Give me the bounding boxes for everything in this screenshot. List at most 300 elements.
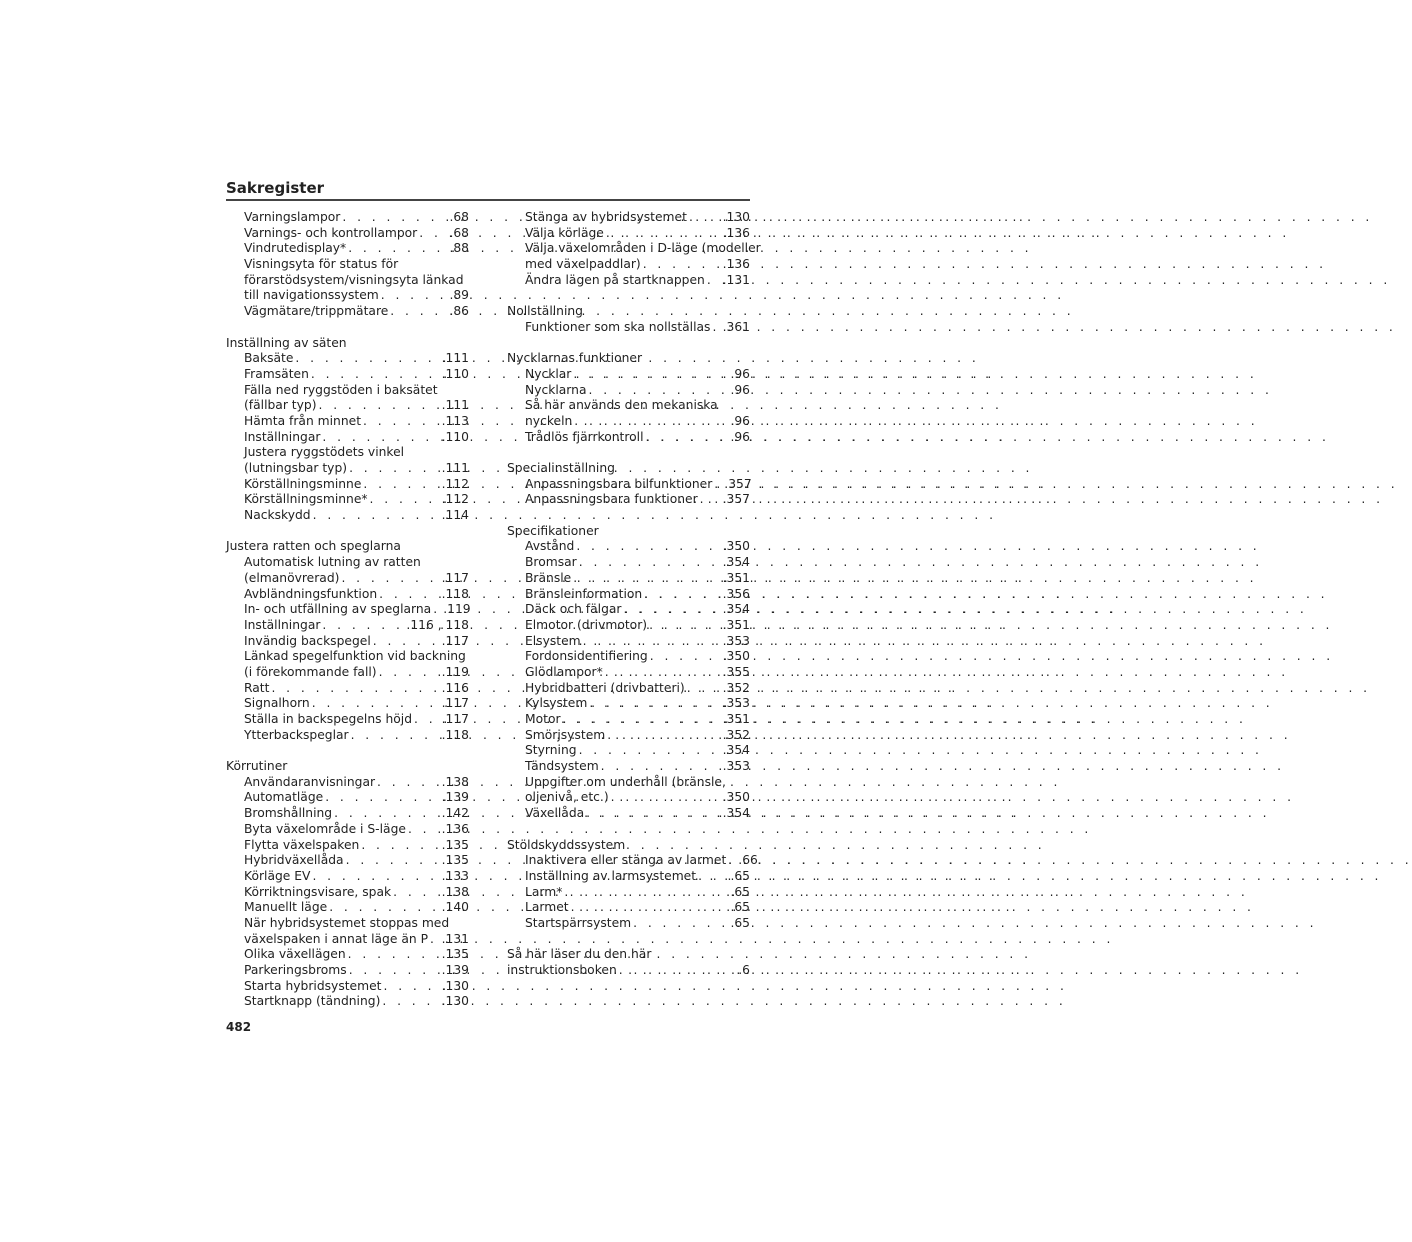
index-entry-label: Glödlampor* <box>525 664 603 679</box>
index-entry-page: .65 <box>730 868 750 883</box>
index-entry-page: .111 <box>441 351 469 366</box>
index-entry <box>226 634 469 650</box>
index-entry-page: .351 <box>722 570 750 585</box>
index-entry-label: (lutningsbar typ) <box>244 461 348 475</box>
index-entry-label: Ytterbackspeglar <box>244 727 349 742</box>
index-entry-label: Körställningsminne <box>244 476 362 491</box>
index-entry <box>507 430 750 446</box>
dot-leader <box>393 885 439 901</box>
index-entry-page: .353 <box>722 696 750 711</box>
index-entry-page: .355 <box>722 664 750 679</box>
index-entry-label: Bränsleinformation <box>525 586 643 601</box>
index-entry <box>507 226 750 242</box>
index-entry-page: .113 <box>441 413 469 428</box>
index-entry <box>507 681 750 697</box>
index-entry-label: Avbländningsfunktion <box>244 586 378 601</box>
dot-leader <box>588 383 728 399</box>
dot-leader <box>573 367 728 383</box>
index-entry-page: .142 <box>441 806 469 821</box>
index-entry-line <box>244 681 469 697</box>
index-entry <box>507 602 750 618</box>
index-entry-wrapped-line: förarstödsystem/visningsyta länkad <box>244 272 464 287</box>
index-entry <box>226 885 469 901</box>
dot-leader <box>408 822 440 838</box>
index-entry <box>226 210 469 226</box>
index-entry-line <box>244 822 469 838</box>
dot-leader <box>605 665 721 681</box>
index-entry-wrapped-line: Visningsyta för status för <box>244 257 399 272</box>
index-entry <box>507 916 750 932</box>
index-entry <box>507 634 750 650</box>
index-entry-page: .350 <box>722 539 750 554</box>
dot-leader <box>573 571 720 587</box>
index-entry-page: .131 <box>441 931 469 946</box>
index-entry-label: Stänga av hybridsystemet <box>525 210 687 224</box>
index-entry <box>507 885 750 901</box>
index-entry <box>507 963 750 979</box>
header-rule <box>226 199 750 201</box>
index-entry-label: Vägmätare/trippmätare <box>244 304 389 319</box>
index-entry-line <box>244 398 469 414</box>
dot-leader <box>348 241 447 257</box>
dot-leader <box>342 210 447 226</box>
index-entry-label: In- och utfällning av speglarna <box>244 602 432 617</box>
dot-leader <box>382 994 439 1010</box>
index-entry-wrapped-line: Fälla ned ryggstöden i baksätet <box>244 382 438 397</box>
dot-leader <box>348 947 440 963</box>
index-section <box>507 524 750 822</box>
index-entry-label: Ratt <box>244 680 270 695</box>
dot-leader <box>349 461 440 477</box>
index-heading: Körrutiner <box>226 759 288 774</box>
index-entry <box>226 508 469 524</box>
page-title: Sakregister <box>226 179 325 197</box>
dot-leader <box>370 492 440 508</box>
index-entry-page: .351 <box>722 617 750 632</box>
index-entry <box>226 853 469 869</box>
index-entry-page: .65 <box>730 884 750 899</box>
index-entry-page: .136 <box>722 225 750 240</box>
index-entry-line <box>244 618 469 634</box>
dot-leader <box>419 226 447 242</box>
index-entry-page: .96 <box>730 413 750 428</box>
index-entry-page: .6 <box>738 963 750 977</box>
index-entry-page: .130 <box>722 210 750 224</box>
dot-leader <box>698 869 728 885</box>
dot-leader <box>700 492 721 508</box>
page-number: 482 <box>226 1020 252 1034</box>
index-entry-line <box>525 681 750 697</box>
index-section <box>507 351 750 445</box>
dot-leader <box>349 963 440 979</box>
index-entry-page: .65 <box>730 915 750 930</box>
index-entry-page: .117 <box>441 633 469 648</box>
index-entry <box>507 320 750 336</box>
index-entry <box>226 963 469 979</box>
index-entry-label: med växelpaddlar) <box>525 257 641 272</box>
index-entry-label: Motor <box>525 712 561 726</box>
index-entry-label: Trådlös fjärrkontroll <box>525 429 644 444</box>
index-entry-line <box>244 979 469 995</box>
dot-leader <box>579 555 721 571</box>
index-column-left <box>226 210 469 1026</box>
index-entry-line <box>525 383 750 399</box>
index-entry-line <box>525 367 750 383</box>
index-entry-label: Varnings- och kontrollampor <box>244 225 418 240</box>
dot-leader <box>623 602 720 618</box>
index-entry-line <box>244 994 469 1010</box>
index-entry-page: .357 <box>722 492 750 507</box>
dot-leader <box>728 853 736 869</box>
dot-leader <box>322 430 439 446</box>
dot-leader <box>714 477 722 493</box>
index-entry <box>507 273 750 289</box>
index-column-right <box>507 210 761 994</box>
index-entry-line <box>244 665 469 681</box>
index-entry <box>507 398 750 429</box>
index-entry-label: Elsystem <box>525 633 581 648</box>
index-entry <box>507 712 750 728</box>
index-entry <box>226 900 469 916</box>
index-entry-line <box>244 461 469 477</box>
dot-leader <box>322 618 404 634</box>
index-entry <box>226 649 469 680</box>
index-entry-line <box>525 790 750 806</box>
dot-leader <box>312 869 439 885</box>
index-entry-label: Hybridväxellåda <box>244 853 344 868</box>
index-entry-page: .116 <box>441 680 469 695</box>
dot-leader <box>341 571 439 587</box>
index-entry-page: .352 <box>722 727 750 742</box>
index-entry-label: Körriktningsvisare, spak <box>244 884 392 899</box>
dot-leader <box>334 806 440 822</box>
dot-leader <box>390 304 447 320</box>
index-entry-label: Användaranvisningar <box>244 774 376 789</box>
index-entry-wrapped-line: Så här används den mekaniska <box>525 398 718 413</box>
index-entry-line <box>525 320 750 336</box>
index-entry <box>507 587 750 603</box>
index-entry-page: .110 <box>441 429 469 444</box>
index-entry <box>507 728 750 744</box>
index-entry <box>507 477 750 493</box>
index-entry <box>226 728 469 744</box>
index-entry-page: .119 <box>443 602 471 617</box>
index-heading: Justera ratten och speglarna <box>226 539 401 554</box>
dot-leader <box>579 743 721 759</box>
index-entry-page: .354 <box>722 602 750 617</box>
index-entry-line <box>525 210 750 226</box>
index-entry-label: Kylsystem <box>525 696 588 711</box>
index-heading: Nycklarnas funktioner <box>507 351 643 366</box>
index-entry-label: Parkeringsbroms <box>244 963 347 977</box>
index-entry-label: Larmet <box>525 900 569 915</box>
index-entry-line <box>525 634 750 650</box>
index-entry-label: nyckeln <box>525 413 573 428</box>
index-entry-page: .353 <box>722 759 750 774</box>
index-entry-page: .111 <box>441 461 469 475</box>
index-entry <box>226 383 469 414</box>
index-heading: Nollställning <box>507 304 583 319</box>
index-entry <box>226 994 469 1010</box>
index-entry-page: .65 <box>730 900 750 915</box>
index-entry-line <box>244 900 469 916</box>
index-section <box>507 210 761 288</box>
index-entry-line <box>244 210 469 226</box>
index-entry <box>507 853 758 869</box>
index-entry-page: .361 <box>722 319 750 334</box>
index-entry-page: .131 <box>722 272 750 287</box>
index-entry-label: Välja körläge <box>525 225 604 240</box>
index-entry <box>226 696 469 712</box>
index-section <box>507 304 750 335</box>
index-entry-label: Anpassningsbara funktioner <box>525 492 698 507</box>
dot-leader <box>311 367 440 383</box>
index-entry <box>507 696 750 712</box>
index-entry-page: .350 <box>722 649 750 664</box>
index-entry <box>226 775 469 791</box>
index-entry-wrapped-line: Justera ryggstödets vinkel <box>244 445 405 460</box>
index-entry-label: Hämta från minnet <box>244 413 362 428</box>
index-entry-label: Styrning <box>525 743 577 758</box>
index-entry-page: .96 <box>730 429 750 444</box>
index-entry <box>507 806 750 822</box>
index-entry-line <box>525 618 750 634</box>
index-entry <box>226 916 469 947</box>
index-entry-line <box>244 869 469 885</box>
index-heading: Inställning av säten <box>226 335 347 350</box>
dot-leader <box>712 320 720 336</box>
index-entry-line <box>244 806 469 822</box>
index-entry <box>507 555 750 571</box>
index-entry <box>507 900 750 916</box>
index-entry <box>507 743 750 759</box>
index-entry-label: Automatläge <box>244 790 324 805</box>
index-entry-page: .352 <box>722 680 750 695</box>
index-entry-page: .138 <box>441 774 469 789</box>
index-entry-page: .118 <box>441 727 469 742</box>
index-entry-page: .114 <box>441 508 469 523</box>
index-entry <box>507 665 750 681</box>
index-entry <box>507 618 750 634</box>
index-entry-label: (elmanövrerad) <box>244 570 340 585</box>
index-section <box>507 461 750 508</box>
index-entry-label: (i förekommande fall) <box>244 664 377 679</box>
dot-leader <box>430 932 440 948</box>
index-entry-label: Körläge EV <box>244 868 311 883</box>
dot-leader <box>379 587 439 603</box>
index-entry-line <box>525 665 750 681</box>
dot-leader <box>644 587 720 603</box>
dot-leader <box>589 696 720 712</box>
index-entry-line <box>525 916 750 932</box>
index-entry <box>507 759 750 775</box>
index-entry <box>507 492 750 508</box>
index-entry <box>226 351 469 367</box>
index-section <box>507 837 758 932</box>
index-entry-label: Elmotor (drivmotor) <box>525 617 648 632</box>
index-entry-page: .116 , 118 <box>406 617 469 632</box>
index-entry-page: .354 <box>722 555 750 570</box>
index-entry-page: .111 <box>441 398 469 413</box>
index-entry <box>226 367 469 383</box>
index-entry <box>507 210 750 226</box>
index-entry-label: Inställningar <box>244 429 321 444</box>
index-entry-page: .66 <box>738 853 758 868</box>
index-entry <box>226 304 469 320</box>
index-section <box>507 947 750 978</box>
index-entry-line <box>507 963 750 979</box>
dot-leader <box>607 728 720 744</box>
index-heading: Specifikationer <box>507 523 599 538</box>
index-entry-label: Hybridbatteri (drivbatteri) <box>525 680 685 695</box>
index-heading: Specialinställning <box>507 461 615 475</box>
index-entry-line <box>244 367 469 383</box>
index-entry-line <box>525 649 750 665</box>
index-entry-line <box>244 226 469 242</box>
index-entry-page: .139 <box>441 963 469 977</box>
index-entry-page: .139 <box>441 790 469 805</box>
index-entry-line <box>525 571 750 587</box>
index-entry-label: (fällbar typ) <box>244 398 317 413</box>
index-entry-page: .356 <box>722 586 750 601</box>
index-entry-line <box>244 838 469 854</box>
index-entry-line <box>244 712 469 728</box>
index-entry-page: .350 <box>722 790 750 805</box>
index-entry <box>226 947 469 963</box>
index-entry-label: Starta hybridsystemet <box>244 978 382 993</box>
index-entry-line <box>525 539 750 555</box>
index-entry-page: .88 <box>449 241 469 256</box>
index-entry-line <box>244 304 469 320</box>
index-entry-label: Fordonsidentifiering <box>525 649 648 664</box>
index-entry-line <box>525 587 750 603</box>
index-section <box>226 210 469 320</box>
index-entry-label: Startspärrsystem <box>525 915 632 930</box>
dot-leader <box>329 900 439 916</box>
index-entry-line <box>525 806 750 822</box>
index-entry-label: Olika växellägen <box>244 947 346 962</box>
index-entry <box>226 477 469 493</box>
index-section <box>226 336 469 524</box>
index-entry <box>507 241 761 272</box>
index-entry-label: Baksäte <box>244 351 294 366</box>
index-entry <box>226 712 469 728</box>
dot-leader <box>433 602 441 618</box>
index-entry-page: .130 <box>441 994 469 1009</box>
index-entry-wrapped-line: Länkad spegelfunktion vid backning <box>244 649 466 664</box>
index-entry-page: .357 <box>724 476 752 491</box>
dot-leader <box>564 885 728 901</box>
index-entry-wrapped-line: Uppgifter om underhåll (bränsle, <box>525 774 726 789</box>
dot-leader <box>643 257 721 273</box>
index-entry <box>507 775 750 806</box>
dot-leader <box>586 806 720 822</box>
index-entry <box>507 571 750 587</box>
dot-leader <box>707 273 721 289</box>
index-entry <box>226 618 469 634</box>
index-entry-page: .117 <box>441 696 469 711</box>
index-entry-line <box>525 885 750 901</box>
dot-leader <box>361 838 439 854</box>
index-entry-page: .112 <box>441 476 469 491</box>
index-section <box>226 539 469 743</box>
dot-leader <box>312 696 440 712</box>
index-entry-line <box>525 602 750 618</box>
index-entry-label: Inaktivera eller stänga av larmet <box>525 853 727 868</box>
dot-leader <box>687 681 721 697</box>
dot-leader <box>373 634 440 650</box>
dot-leader <box>319 398 440 414</box>
index-entry-label: Framsäten <box>244 366 309 381</box>
index-entry-line <box>244 728 469 744</box>
index-entry-line <box>244 288 469 304</box>
index-entry-line <box>244 571 469 587</box>
dot-leader <box>649 618 721 634</box>
dot-leader <box>346 853 440 869</box>
index-entry <box>226 555 469 586</box>
index-entry-label: Signalhorn <box>244 696 310 711</box>
index-entry-line <box>244 963 469 979</box>
dot-leader <box>574 414 728 430</box>
index-entry-page: .112 <box>441 492 469 507</box>
index-entry-label: Varningslampor <box>244 210 341 224</box>
index-entry-line <box>244 414 469 430</box>
index-entry-label: Larm* <box>525 884 563 899</box>
index-entry-line <box>244 947 469 963</box>
dot-leader <box>583 634 721 650</box>
index-entry <box>226 226 469 242</box>
index-entry <box>226 838 469 854</box>
index-entry-page: .353 <box>722 633 750 648</box>
dot-leader <box>351 728 440 744</box>
index-entry-line <box>525 900 750 916</box>
dot-leader <box>414 712 440 728</box>
index-entry-line <box>525 712 750 728</box>
index-entry-line <box>244 602 469 618</box>
dot-leader <box>571 900 729 916</box>
index-entry-label: Anpassningsbara bilfunktioner <box>525 476 713 491</box>
index-entry-label: oljenivå, etc.) <box>525 790 609 805</box>
index-entry-line <box>525 273 750 289</box>
index-entry <box>226 602 469 618</box>
index-entry-page: .135 <box>441 837 469 852</box>
index-entry <box>226 979 469 995</box>
index-entry-line <box>244 790 469 806</box>
index-entry-label: Tändsystem <box>525 759 599 774</box>
index-entry-line <box>244 634 469 650</box>
index-entry-line <box>525 257 750 273</box>
index-entry-page: .86 <box>449 304 469 319</box>
index-entry <box>226 492 469 508</box>
index-entry-line <box>244 587 469 603</box>
index-entry-wrapped-line: När hybridsystemet stoppas med <box>244 915 450 930</box>
index-entry <box>507 383 750 399</box>
index-entry-line <box>244 351 469 367</box>
dot-leader <box>313 508 440 524</box>
index-entry-label: Nycklarna <box>525 382 587 397</box>
index-entry-label: Däck och fälgar <box>525 602 622 617</box>
index-entry-line <box>525 759 750 775</box>
index-entry-line <box>525 853 758 869</box>
index-entry-label: Ändra lägen på startknappen <box>525 272 705 287</box>
index-entry-page: .140 <box>441 900 469 915</box>
dot-leader <box>633 916 728 932</box>
index-entry <box>226 587 469 603</box>
index-entry-line <box>525 869 750 885</box>
index-entry-line <box>244 430 469 446</box>
index-section <box>226 759 469 1010</box>
index-entry-line <box>525 226 750 242</box>
